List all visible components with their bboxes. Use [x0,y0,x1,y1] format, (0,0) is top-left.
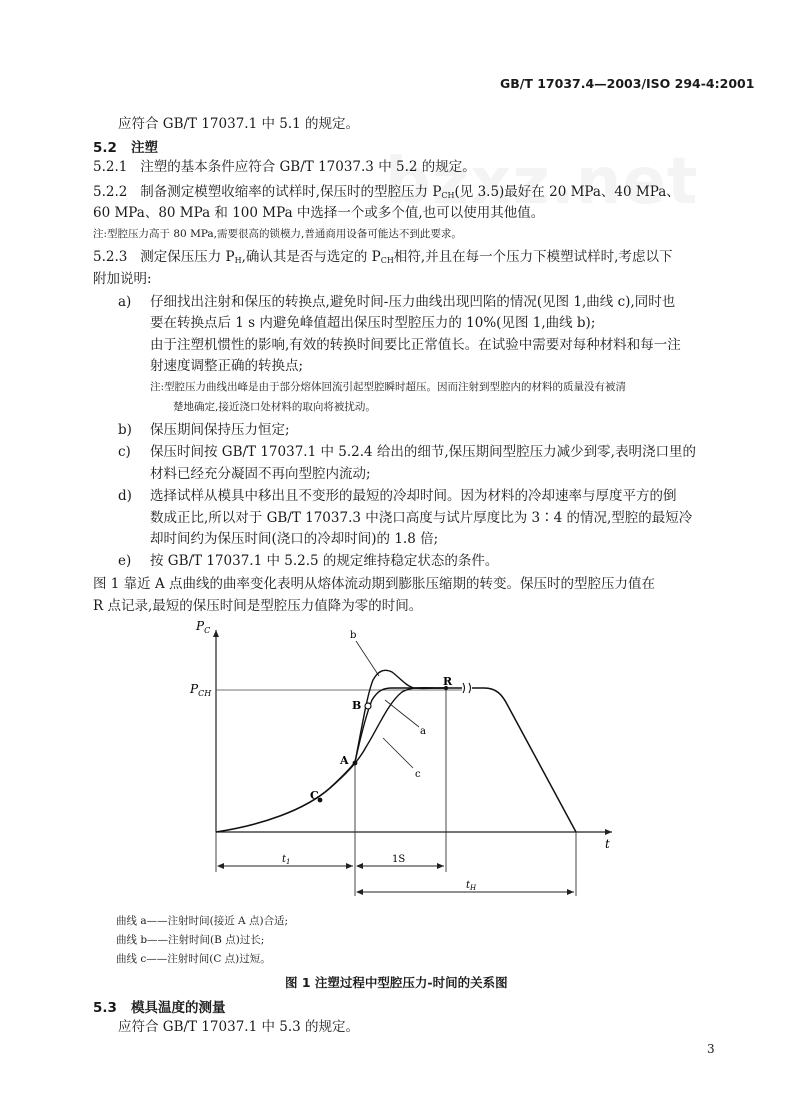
decay-curve [472,688,576,832]
clause-5-2-2-line2: 60 MPa、80 MPa 和 100 MPa 中选择一个或多个值,也可以使用其他值。 [93,205,545,221]
curve-c-label: c [415,769,421,780]
standard-number-header: GB/T 17037.4—2003/ISO 294-4:2001 [500,76,755,91]
section-number: 5.2 [93,140,117,156]
section-title: 注塑 [131,140,159,156]
curve-a [355,688,446,762]
figure-caption: 图 1 注塑过程中型腔压力-时间的关系图 [285,975,508,990]
clause-number: 5.2.2 [93,184,128,200]
item-c-label: c) [118,444,131,460]
x-axis-label: t [605,837,610,851]
subscript: CH [380,256,394,265]
point-B-marker [365,703,371,709]
item-a-note-line1: 注:型腔压力曲线出峰是由于部分熔体回流引起型腔瞬时超压。因而注射到型腔内的材料的质量没有被清 [150,381,627,393]
point-B-label: B [352,699,362,712]
item-d-line1: 选择试样从模具中移出且不变形的最短的冷却时间。因为材料的冷却速率与厚度平方的倒 [150,488,677,504]
item-a-line3: 由于注塑机惯性的影响,有效的转换时间要比正常值长。在试验中需要对每种材料和每一注 [150,337,681,353]
item-b-label: b) [118,422,132,438]
t1-label: $t_1$ [282,854,291,866]
item-a-line1: 仔细找出注射和保压的转换点,避免时间-压力曲线出现凹陷的情况(见图 1,曲线 c),同时也 [150,294,676,310]
section-number: 5.3 [93,1000,117,1016]
one-second-label: 1S [392,854,406,865]
pch-label: $P_{CH}$ [190,682,212,698]
clause-text: 注塑的基本条件应符合 GB/T 17037.3 中 5.2 的规定。 [140,159,476,175]
item-b-line1: 保压期间保持压力恒定; [150,422,290,438]
item-d-line3: 却时间约为保压时间(浇口的冷却时间)的 1.8 倍; [150,531,439,547]
curve-b-label: b [350,630,357,641]
item-c-line2: 材料已经充分凝固不再向型腔内流动; [150,466,371,482]
note-cavity-pressure: 注:型腔压力高于 80 MPa,需要很高的锁模力,普通商用设备可能达不到此要求。 [93,228,462,240]
legend-curve-a: 曲线 a——注射时间(接近 A 点)合适; [116,915,289,927]
point-R-label: R [443,675,453,688]
item-a-line4: 射速度调整正确的转换点; [150,358,304,374]
section-title: 模具温度的测量 [131,1000,226,1016]
clause-number: 5.2.3 [93,249,128,265]
item-a-line2: 要在转换点后 1 s 内避免峰值超出保压时型腔压力的 10%(见图 1,曲线 b); [150,315,596,331]
clause-text: (见 3.5)最好在 20 MPa、40 MPa、 [454,184,680,200]
section-5-3-heading [93,996,226,1016]
clause-text: 制备测定模塑收缩率的试样时,保压时的型腔压力 P [140,184,442,200]
conform-51-line: 应符合 GB/T 17037.1 中 5.1 的规定。 [118,116,360,132]
tH-label: $t_H$ [466,880,477,892]
point-A-marker [353,761,358,766]
point-A-label: A [340,754,349,767]
item-a-label: a) [118,294,132,310]
item-e-label: e) [118,553,132,569]
time-break-mark [463,683,471,693]
item-a-note-line2: 楚地确定,接近浇口处材料的取向将被扰动。 [173,401,376,413]
conform-53-line: 应符合 GB/T 17037.1 中 5.3 的规定。 [118,1019,360,1035]
item-c-line1: 保压时间按 GB/T 17037.1 中 5.2.4 给出的细节,保压期间型腔压力减少到零,表明浇口里的 [150,444,696,460]
page-number: 3 [707,1042,715,1056]
clause-number: 5.2.1 [93,159,128,175]
point-C-label: C [310,789,319,802]
y-axis-label: $P_C$ [196,619,211,635]
clause-5-2-3-line2: 附加说明: [93,271,152,287]
clause-text: ,确认其是否与选定的 P [241,249,381,265]
figure-intro-line2: R 点记录,最短的保压时间是型腔压力值降为零的时间。 [93,598,423,614]
item-d-line2: 数成正比,所以对于 GB/T 17037.3 中浇口高度与试片厚度比为 3∶4 的情况,型腔的最短冷 [150,510,693,526]
clause-text: 测定保压压力 P [140,249,235,265]
clause-text: 相符,并且在每一个压力下模塑试样时,考虑以下 [393,249,673,265]
subscript: CH [441,191,455,200]
curve-a-leader [385,700,419,727]
curve-b [355,670,446,762]
item-d-label: d) [118,488,132,504]
item-e-line1: 按 GB/T 17037.1 中 5.2.5 的规定维持稳定状态的条件。 [150,553,499,569]
legend-curve-c: 曲线 c——注射时间(C 点)过短。 [116,953,271,965]
figure-intro-line1: 图 1 靠近 A 点曲线的曲率变化表明从熔体流动期到膨胀压缩期的转变。保压时的型腔压力值在 [93,576,656,592]
rising-curve [216,762,355,832]
curve-c-leader [383,738,413,768]
curve-a-label: a [420,726,426,737]
subscript: H [234,256,242,265]
curve-b-leader [356,641,379,676]
legend-curve-b: 曲线 b——注射时间(B 点)过长; [116,934,265,946]
